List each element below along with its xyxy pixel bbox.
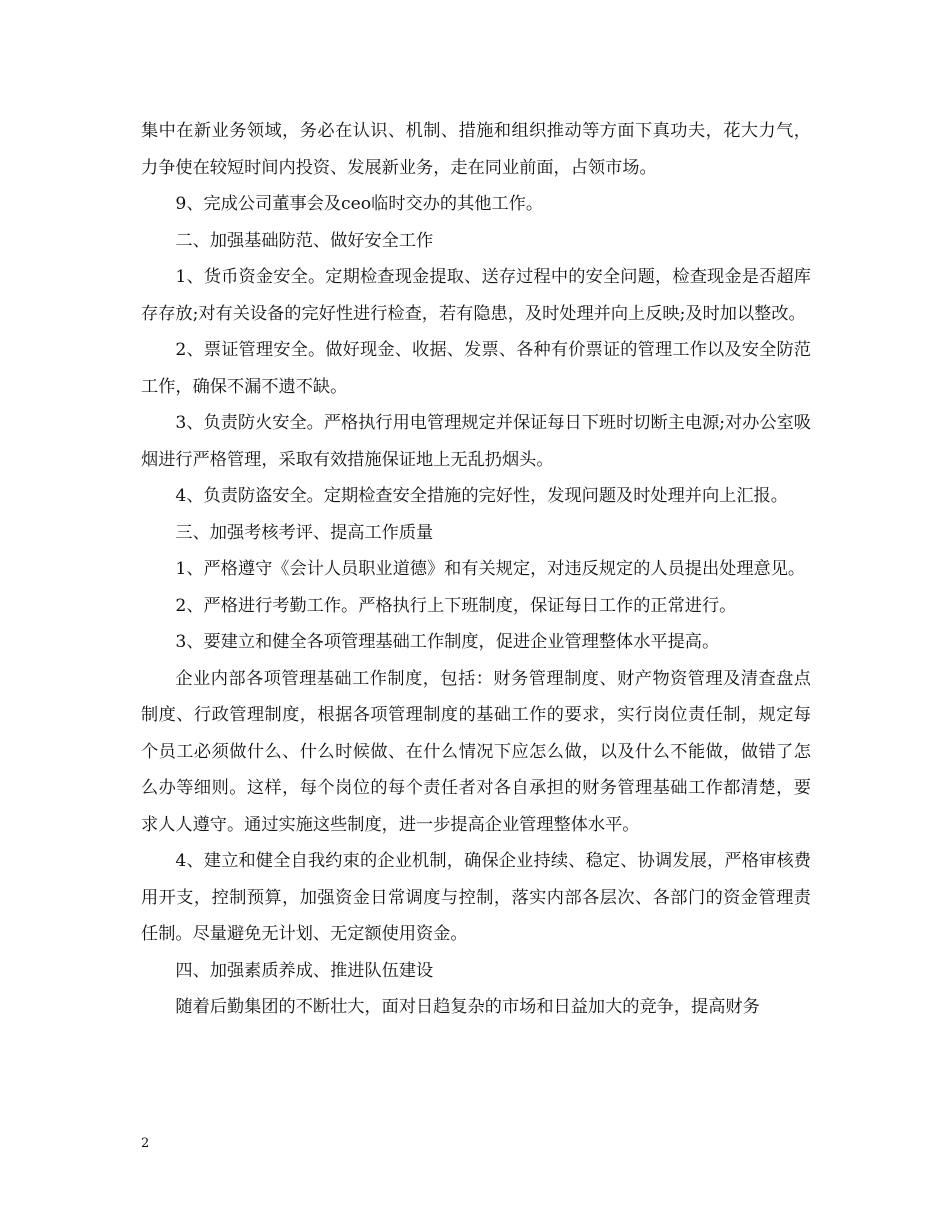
paragraph-continued: 集中在新业务领域，务必在认识、机制、措施和组织推动等方面下真功夫，花大力气，力争使在较短时间内投资、发展新业务，走在同业前面，占领市场。 [141, 121, 811, 178]
paragraph-self-restraint: 4、建立和健全自我约束的企业机制，确保企业持续、稳定、协调发展，严格审核费用开支，控制预算，加强资金日常调度与控制，落实内部各层次、各部门的资金管理责任制。尽量避免无计划、无定额使用资金。 [141, 851, 811, 944]
paragraph-voucher-safety: 2、票证管理安全。做好现金、收据、发票、各种有价票证的管理工作以及安全防范工作，确保不漏不遗不缺。 [141, 340, 811, 397]
paragraph-currency-safety: 1、货币资金安全。定期检查现金提取、送存过程中的安全问题，检查现金是否超库存存放;对有关设备的完好性进行检查，若有隐患，及时处理并向上反映;及时加以整改。 [141, 267, 811, 324]
paragraph-team-building: 随着后勤集团的不断壮大，面对日趋复杂的市场和日益加大的竞争，提高财务 [175, 997, 760, 1017]
paragraph-fire-safety: 3、负责防火安全。严格执行用电管理规定并保证每日下班时切断主电源;对办公室吸烟进行严格管理，采取有效措施保证地上无乱扔烟头。 [141, 413, 811, 470]
paragraph-item-9: 9、完成公司董事会及ceo临时交办的其他工作。 [175, 194, 544, 214]
paragraph-attendance: 2、严格进行考勤工作。严格执行上下班制度，保证每日工作的正常进行。 [175, 595, 737, 616]
paragraph-internal-systems: 企业内部各项管理基础工作制度，包括：财务管理制度、财产物资管理及清查盘点制度、行政管理制度，根据各项管理制度的基础工作的要求，实行岗位责任制，规定每个员工必须做什么、什么时候做、在什么情况下应怎么做，以及什么不能做，做错了怎么办等细则。这样，每个岗位的每个责任者对各自承担的财务管理基础工作都清楚，要求人人遵守。通过实施这些制度，进一步提高企业管理整体水平。 [141, 668, 811, 835]
section-heading-2: 二、加强基础防范、做好安全工作 [175, 230, 434, 251]
section-heading-4: 四、加强素质养成、推进队伍建设 [175, 960, 434, 981]
section-heading-3: 三、加强考核考评、提高工作质量 [175, 522, 434, 543]
paragraph-management-system: 3、要建立和健全各项管理基础工作制度，促进企业管理整体水平提高。 [175, 632, 720, 652]
document-body [141, 113, 811, 1026]
paragraph-ethics: 1、严格遵守《会计人员职业道德》和有关规定，对违反规定的人员提出处理意见。 [175, 559, 806, 579]
paragraph-theft-safety: 4、负责防盗安全。定期检查安全措施的完好性，发现问题及时处理并向上汇报。 [175, 486, 788, 506]
page-number: 2 [141, 1136, 150, 1151]
